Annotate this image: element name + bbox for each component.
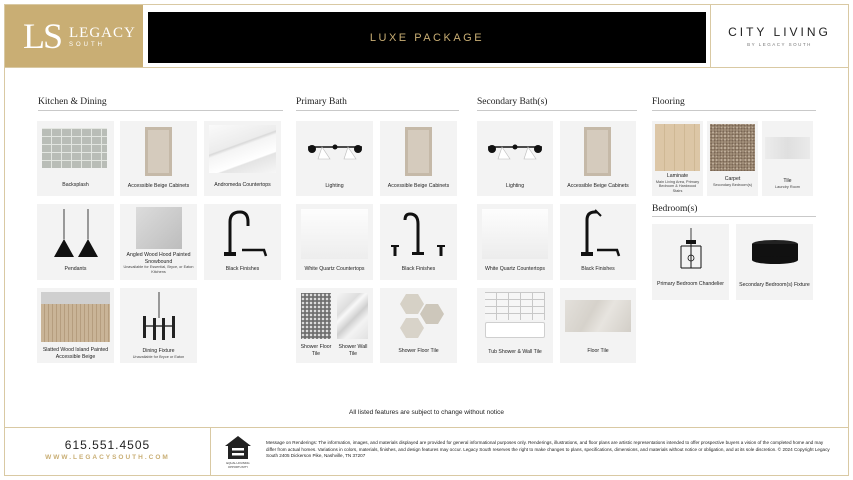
hex-tile-image bbox=[394, 292, 444, 342]
laminate-image bbox=[655, 124, 700, 171]
legacy-south-logo[interactable] bbox=[5, 5, 143, 67]
item-card-secondary-fixture[interactable] bbox=[736, 224, 813, 300]
page-title: LUXE PACKAGE bbox=[369, 31, 485, 44]
cabinet-image bbox=[145, 127, 172, 176]
package-title-bar bbox=[148, 12, 706, 63]
item-label: Laminate bbox=[666, 173, 689, 179]
section-title-flooring: Flooring bbox=[652, 97, 685, 107]
section-rule bbox=[652, 216, 816, 217]
section-title-primary-bath: Primary Bath bbox=[296, 97, 347, 107]
footer-vertical-divider bbox=[210, 428, 211, 475]
item-sublabel: Laundry Room bbox=[775, 184, 800, 189]
item-card-island[interactable] bbox=[37, 288, 114, 363]
item-sublabel: Secondary Bedroom(s) bbox=[712, 182, 753, 187]
footer-divider bbox=[5, 427, 848, 428]
item-label: Floor Tile bbox=[587, 348, 609, 354]
cabinet-image bbox=[584, 127, 611, 176]
item-label: White Quartz Countertops bbox=[485, 266, 545, 272]
shower-wall-tile-image bbox=[337, 293, 368, 339]
quartz-image bbox=[301, 209, 368, 259]
faucet-icon bbox=[571, 208, 625, 258]
phone-number[interactable]: 615.551.4505 bbox=[64, 438, 151, 452]
city-title: CITY LIVING bbox=[728, 25, 831, 39]
item-card-cabinets[interactable] bbox=[380, 121, 457, 196]
header-divider bbox=[5, 67, 848, 68]
item-label-group bbox=[654, 173, 701, 194]
item-card-countertops[interactable] bbox=[204, 121, 281, 196]
item-label: Lighting bbox=[325, 183, 344, 189]
item-label-group bbox=[122, 252, 195, 274]
legal-disclaimer: Message on Renderings: The information, images, and materials displayed are provided for general informational purposes only. Renderings, illustrations, and floor plans are artistic representations intended to offer prospective buyers a vision of the completed home and may differ from actual homes. Variations in colors, materials, finishes, and design features may occur. Legacy South reserves the right to make changes to plans, specifications, dimensions, and materials without notice or obligation, and at its sole discretion. © 2024 Copyright Legacy South 2405 Dickerson Pike, Nashville, TN 37207 bbox=[266, 440, 830, 459]
section-title-bedrooms: Bedroom(s) bbox=[652, 204, 698, 214]
vanity-light-icon bbox=[484, 141, 546, 163]
logo-name: LEGACY bbox=[69, 24, 136, 41]
item-label: Backsplash bbox=[62, 182, 89, 188]
item-sublabel: Unavailable for Bryce or Eaton bbox=[132, 354, 185, 359]
item-label: Primary Bedroom Chandelier bbox=[657, 281, 724, 287]
logo-mark: LS bbox=[23, 16, 62, 56]
section-rule bbox=[38, 110, 283, 111]
item-label: Shower Floor Tile bbox=[398, 348, 439, 354]
item-card-laminate[interactable] bbox=[652, 121, 703, 196]
item-label: White Quartz Countertops bbox=[304, 266, 365, 272]
quartz-image bbox=[482, 209, 548, 259]
chandelier-icon bbox=[677, 228, 705, 274]
item-label: Dining Fixture bbox=[142, 348, 175, 354]
item-card-quartz[interactable] bbox=[477, 204, 553, 280]
tile-image bbox=[765, 137, 810, 159]
equal-housing-label: EQUAL HOUSING OPPORTUNITY bbox=[226, 461, 250, 469]
backsplash-image bbox=[42, 128, 107, 168]
logo-sub: SOUTH bbox=[69, 41, 106, 48]
item-label: Accessible Beige Cabinets bbox=[387, 183, 450, 189]
subway-tile-image bbox=[485, 292, 545, 320]
item-label-group bbox=[709, 176, 756, 187]
item-card-wood-hood[interactable] bbox=[120, 204, 197, 280]
item-sublabel: Unavailable for Essential, Bryce, or Eaton Kitchens bbox=[123, 265, 194, 274]
island-top-image bbox=[41, 292, 110, 304]
item-card-cabinets[interactable] bbox=[560, 121, 636, 196]
item-card-shower-tiles[interactable] bbox=[296, 288, 373, 363]
drum-fixture-icon bbox=[750, 238, 800, 266]
item-label: Black Finishes bbox=[225, 266, 260, 272]
pendant-icon bbox=[51, 209, 101, 259]
section-title-secondary-bath: Secondary Bath(s) bbox=[477, 97, 548, 107]
item-card-black-finishes[interactable] bbox=[204, 204, 281, 280]
item-label: Shower Floor Tile bbox=[300, 344, 332, 357]
section-rule bbox=[296, 110, 459, 111]
item-label: Shower Wall Tile bbox=[338, 344, 368, 357]
island-image bbox=[41, 304, 110, 342]
item-label: Accessible Beige Cabinets bbox=[127, 183, 190, 189]
item-label: Carpet bbox=[724, 176, 741, 182]
item-card-lighting[interactable] bbox=[477, 121, 553, 196]
section-title-kitchen: Kitchen & Dining bbox=[38, 97, 107, 107]
countertop-image bbox=[209, 125, 276, 173]
item-label-group bbox=[122, 348, 195, 359]
vanity-light-icon bbox=[304, 141, 366, 163]
item-card-hex-tile[interactable] bbox=[380, 288, 457, 363]
item-sublabel: Main Living Area, Primary Bedroom & Hardwood Stairs bbox=[655, 179, 700, 193]
item-card-carpet[interactable] bbox=[707, 121, 758, 196]
hood-image bbox=[136, 207, 182, 249]
tub-image bbox=[485, 322, 545, 338]
city-sub: BY LEGACY SOUTH bbox=[747, 42, 812, 47]
item-label: Black Finishes bbox=[401, 266, 436, 272]
carpet-image bbox=[710, 124, 755, 171]
item-label: Slatted Wood Island Painted Accessible Beige bbox=[42, 347, 109, 360]
change-notice: All listed features are subject to change without notice bbox=[348, 409, 504, 416]
item-card-lighting[interactable] bbox=[296, 121, 373, 196]
item-card-pendants[interactable] bbox=[37, 204, 114, 280]
item-card-quartz[interactable] bbox=[296, 204, 373, 280]
item-card-cabinets[interactable] bbox=[120, 121, 197, 196]
faucet-icon bbox=[216, 208, 270, 258]
city-living-logo[interactable] bbox=[710, 5, 848, 67]
item-label: Tub Shower & Wall Tile bbox=[488, 349, 542, 355]
chandelier-icon bbox=[138, 292, 180, 344]
section-rule bbox=[652, 110, 816, 111]
item-label: Angled Wood Hood Painted Snowbound bbox=[126, 252, 191, 265]
item-label: Black Finishes bbox=[581, 266, 615, 272]
item-label: Pendants bbox=[64, 266, 87, 272]
item-card-primary-chandelier[interactable] bbox=[652, 224, 729, 300]
shower-floor-tile-image bbox=[301, 293, 331, 339]
item-card-black-finishes[interactable] bbox=[380, 204, 457, 280]
item-label: Lighting bbox=[505, 183, 525, 189]
website-link[interactable]: WWW.LEGACYSOUTH.COM bbox=[45, 454, 170, 461]
item-card-floor-tile[interactable] bbox=[560, 288, 636, 363]
cabinet-image bbox=[405, 127, 432, 176]
item-card-backsplash[interactable] bbox=[37, 121, 114, 196]
item-card-tile[interactable] bbox=[762, 121, 813, 196]
item-card-black-finishes[interactable] bbox=[560, 204, 636, 280]
item-label: Accessible Beige Cabinets bbox=[567, 183, 629, 189]
item-label: Secondary Bedroom(s) Fixture bbox=[739, 282, 810, 288]
item-card-dining-fixture[interactable] bbox=[120, 288, 197, 363]
item-card-tub-shower[interactable] bbox=[477, 288, 553, 363]
section-rule bbox=[477, 110, 637, 111]
item-label: Andromeda Countertops bbox=[214, 182, 271, 188]
floor-tile-image bbox=[565, 300, 631, 332]
item-label-group bbox=[764, 178, 811, 189]
item-label: Tile bbox=[783, 178, 792, 184]
faucet-icon bbox=[385, 208, 451, 258]
